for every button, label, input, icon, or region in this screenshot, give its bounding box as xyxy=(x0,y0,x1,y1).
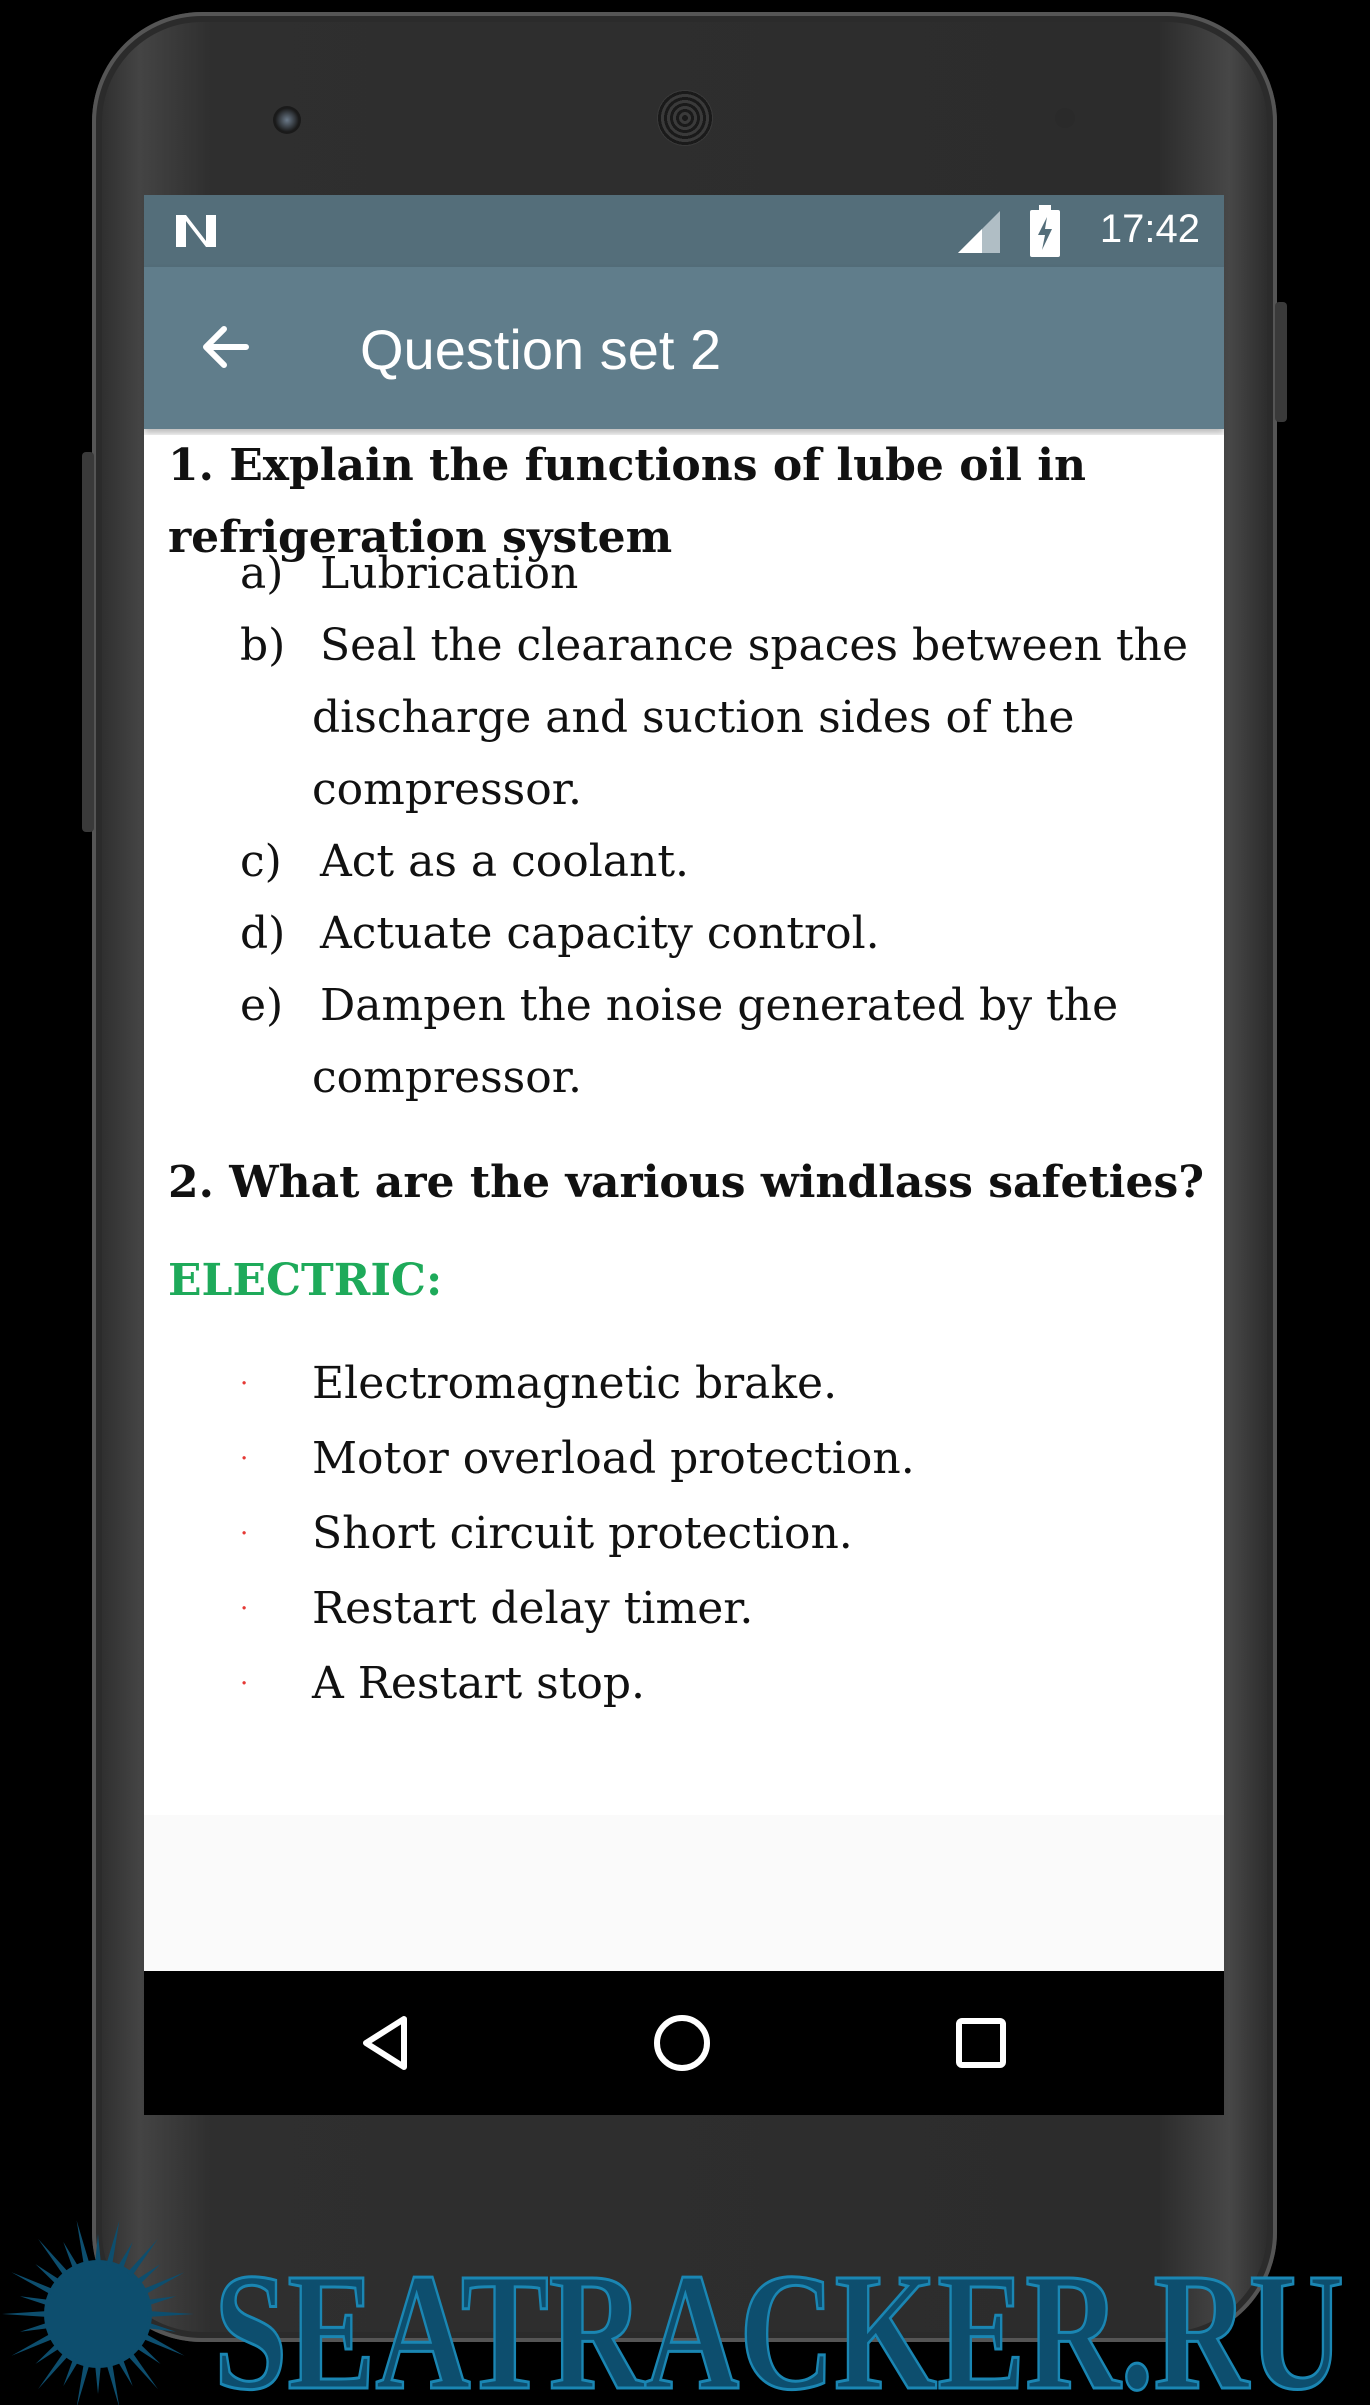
list-item-text: A Restart stop. xyxy=(312,1658,646,1709)
watermark-text: SEATRACKER.RU xyxy=(214,2239,1344,2405)
list-item-text: Short circuit protection. xyxy=(312,1508,853,1559)
triangle-back-icon[interactable] xyxy=(354,2011,418,2075)
battery-charging-icon xyxy=(1030,205,1060,257)
option-d xyxy=(240,898,1200,970)
sun-ray xyxy=(146,2296,176,2306)
sun-ray xyxy=(95,2234,101,2264)
bullet-icon: · xyxy=(240,1369,249,1399)
option-text: Actuate capacity control. xyxy=(320,908,880,959)
watermark xyxy=(0,2210,1370,2405)
bullet-icon: · xyxy=(240,1669,249,1699)
question-2: 2. What are the various windlass safeties? xyxy=(168,1157,1205,1208)
phone-side-button-right xyxy=(1275,302,1287,422)
option-e xyxy=(240,970,1200,1042)
option-a xyxy=(240,538,1200,610)
option-text: Act as a coolant. xyxy=(320,836,690,887)
sun-ray xyxy=(77,2362,90,2405)
n-notification-icon xyxy=(174,211,218,251)
sun-ray xyxy=(63,2358,79,2386)
sun-ray xyxy=(77,2220,90,2266)
option-text-continued: compressor. xyxy=(312,764,582,815)
option-b xyxy=(240,610,1200,682)
option-label: c) xyxy=(240,836,282,887)
navigation-bar xyxy=(144,1971,1224,2115)
option-text: Seal the clearance spaces between the xyxy=(320,620,1189,671)
option-c xyxy=(240,826,1200,898)
sun-ray xyxy=(117,2358,133,2386)
option-text-continued: discharge and suction sides of the xyxy=(312,692,1075,743)
status-bar xyxy=(144,195,1224,267)
phone-side-button xyxy=(82,452,94,832)
arrow-left-icon[interactable] xyxy=(198,319,254,375)
speaker-grille-icon xyxy=(657,90,713,146)
sun-ray xyxy=(106,2362,119,2405)
screen xyxy=(144,195,1224,2115)
option-label: d) xyxy=(240,908,286,959)
app-bar xyxy=(144,267,1224,429)
option-label: b) xyxy=(240,620,286,671)
sun-ray xyxy=(20,2296,50,2306)
sun-ray xyxy=(95,2364,101,2394)
circle-home-icon[interactable] xyxy=(650,2011,714,2075)
option-label: a) xyxy=(240,548,284,599)
sun-ray xyxy=(106,2220,119,2266)
sun-ray xyxy=(148,2311,194,2317)
option-text-continued: compressor. xyxy=(312,1052,582,1103)
content-area xyxy=(144,435,1224,1815)
list-item-text: Motor overload protection. xyxy=(312,1433,915,1484)
option-text: Dampen the noise generated by the xyxy=(320,980,1119,1031)
sun-ray xyxy=(63,2242,79,2270)
sun-ray xyxy=(20,2322,50,2332)
sun-ray xyxy=(146,2322,176,2332)
page-title: Question set 2 xyxy=(360,318,722,381)
sun-ray xyxy=(135,2343,160,2364)
front-camera-icon xyxy=(273,106,301,134)
status-time: 17:42 xyxy=(1099,207,1200,251)
signal-icon xyxy=(956,209,1002,255)
question-1: 1. Explain the functions of lube oil in refrigeration system xyxy=(168,440,1087,563)
sun-ray xyxy=(36,2343,61,2364)
sun-ray xyxy=(36,2264,61,2285)
option-text: Lubrication xyxy=(320,548,579,599)
sun-ray xyxy=(135,2264,160,2285)
square-recents-icon[interactable] xyxy=(951,2013,1011,2073)
option-label: e) xyxy=(240,980,284,1031)
sun-ray xyxy=(117,2242,133,2270)
list-item-text: Electromagnetic brake. xyxy=(312,1358,838,1409)
bullet-icon: · xyxy=(240,1444,249,1474)
section-heading-electric: ELECTRIC: xyxy=(168,1255,443,1306)
bullet-icon: · xyxy=(240,1594,249,1624)
sensor-icon xyxy=(1055,108,1075,128)
sun-logo-icon xyxy=(2,2220,194,2405)
list-item-text: Restart delay timer. xyxy=(312,1583,754,1634)
sun-ray xyxy=(2,2311,48,2317)
bullet-icon: · xyxy=(240,1519,249,1549)
